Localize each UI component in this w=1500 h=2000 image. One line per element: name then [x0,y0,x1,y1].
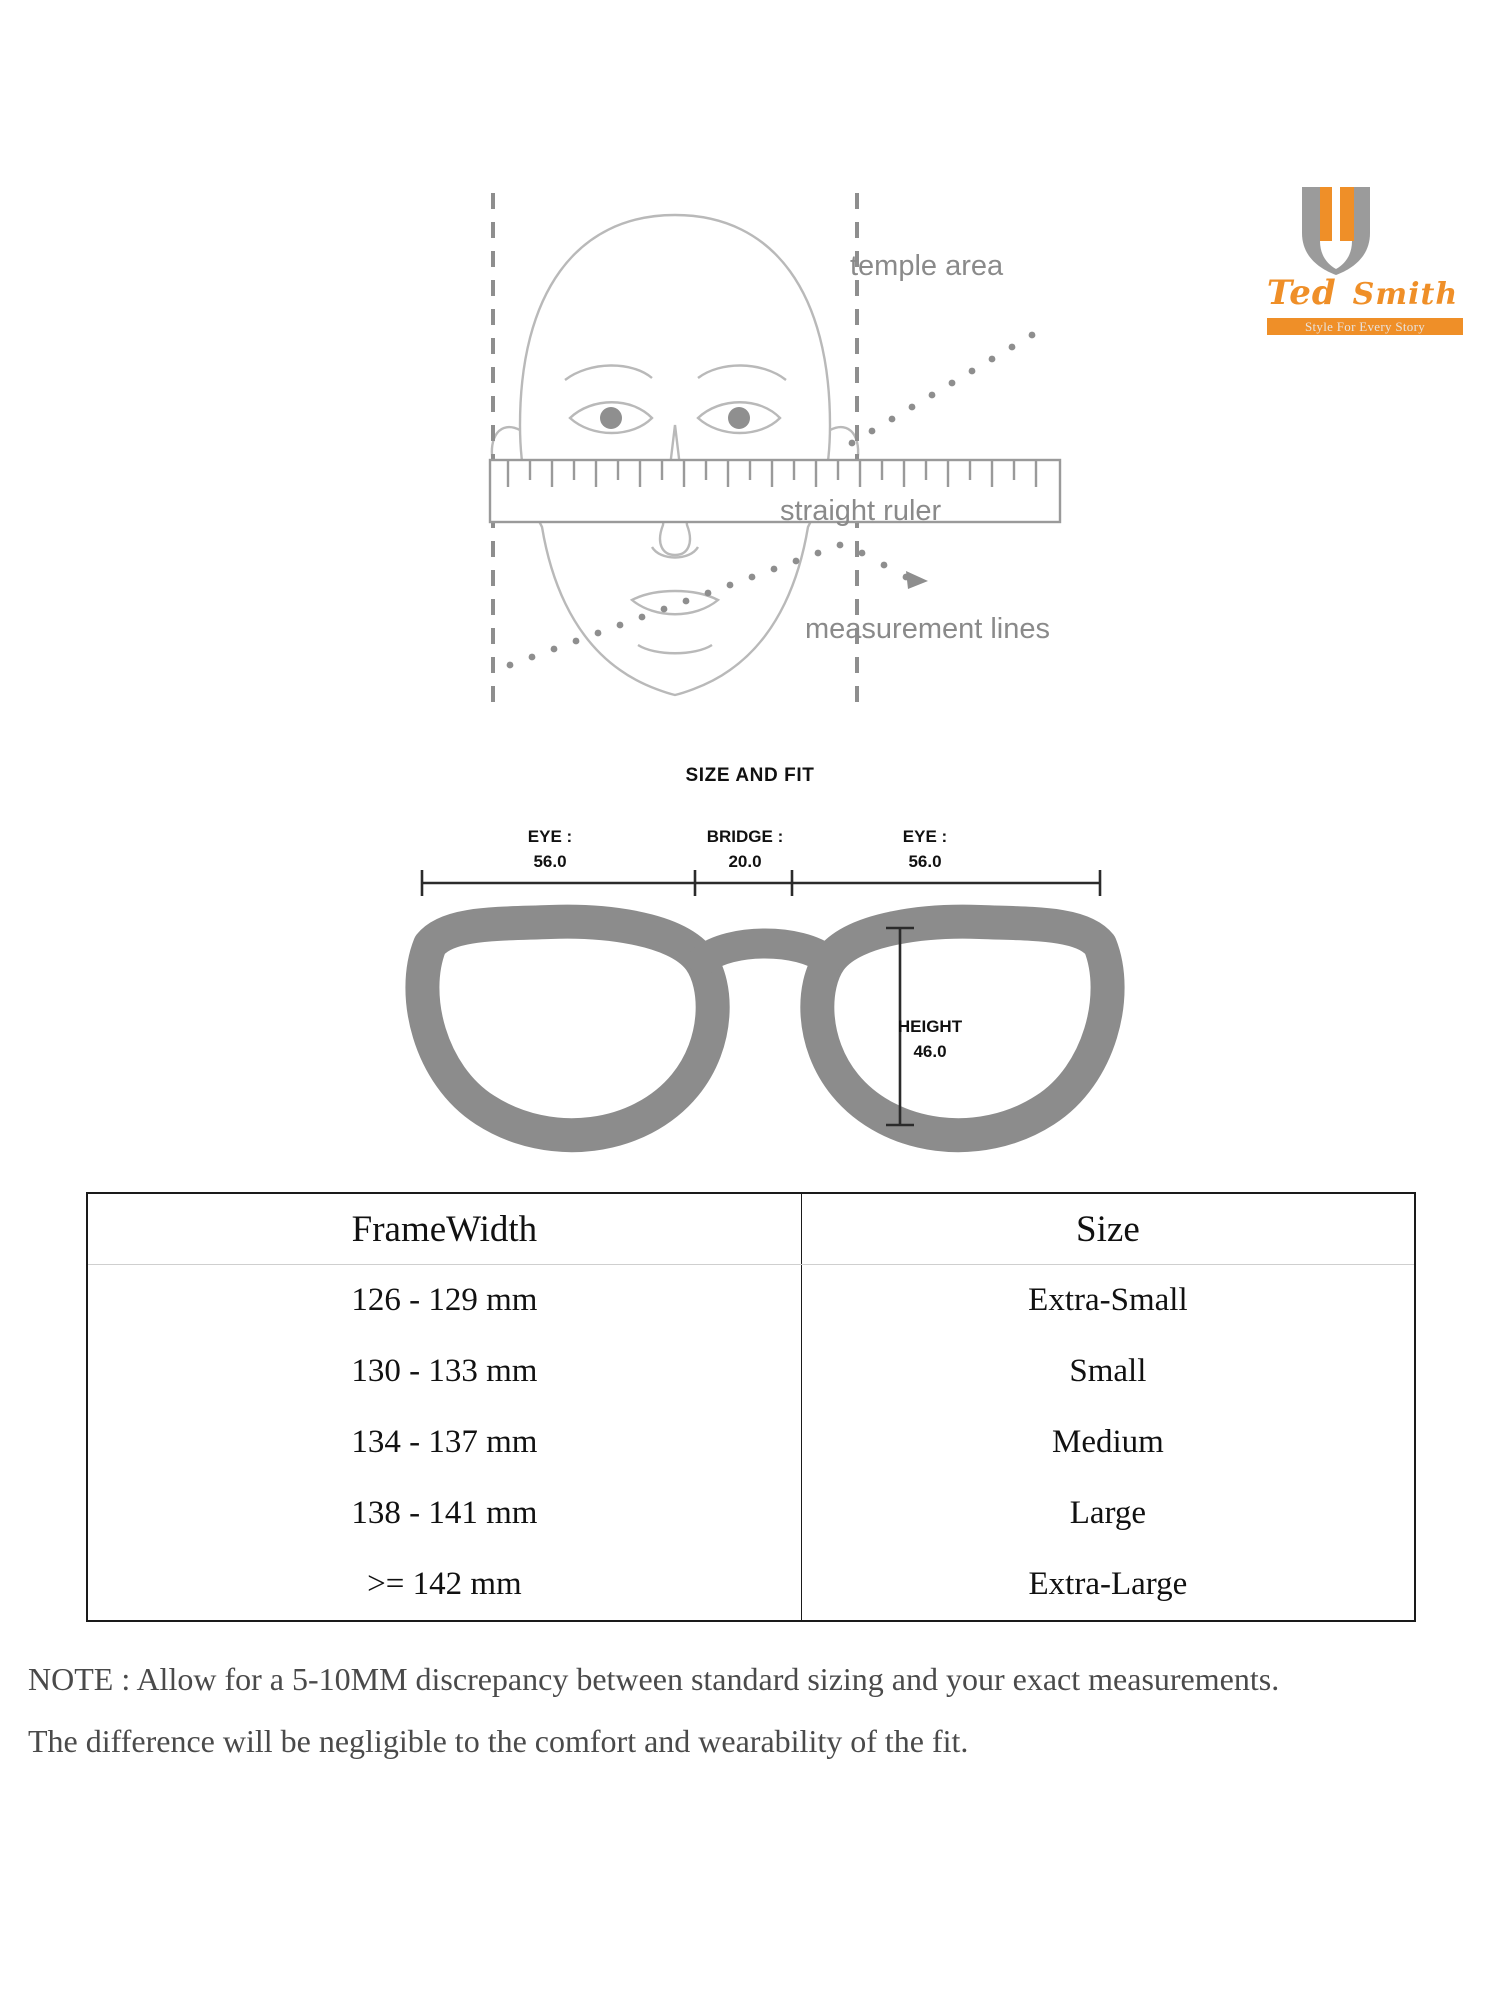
measure-eye-right-value: 56.0 [908,851,942,871]
brand-logo [1245,185,1480,365]
measure-bridge [670,825,820,874]
cell-frame-width: 126 - 129 mm [88,1265,801,1337]
measure-eye-right-label: EYE : [902,827,948,846]
frame-width-size-table [86,1192,1416,1622]
measure-eye-left-label: EYE : [527,827,573,846]
table-row [88,1265,1414,1337]
cell-frame-width: >= 142 mm [88,1549,801,1620]
table-header-row [88,1194,1414,1265]
size-and-fit-heading: SIZE AND FIT [685,765,815,786]
sizing-note [28,1655,1488,1778]
table-header-frame-width: FrameWidth [88,1194,801,1265]
table-header-size: Size [801,1194,1414,1265]
measure-eye-left [490,825,610,874]
measure-height [860,1015,1000,1064]
measure-eye-left-value: 56.0 [533,851,567,871]
cell-size: Small [1069,1353,1147,1389]
table-row [88,1407,1414,1478]
cell-frame-width: 134 - 137 mm [88,1407,801,1478]
cell-frame-width: 138 - 141 mm [88,1478,801,1549]
brand-name-second: Smith [1352,277,1459,312]
callout-measurement-lines: measurement lines [805,613,1050,645]
cell-size: Medium [1051,1423,1164,1460]
cell-size: Extra-Large [1028,1565,1188,1602]
shield-logo-icon [1300,185,1372,277]
head-illustration [380,175,1140,735]
table-row [88,1336,1414,1407]
brand-wordmark [1245,273,1480,313]
cell-size: Large [1069,1494,1147,1531]
callout-temple-area: temple area [850,250,1004,282]
cell-size: Extra-Small [1028,1282,1188,1318]
brand-name-first: Ted [1266,273,1337,313]
measure-bridge-label: BRIDGE : [706,827,784,846]
table-row [88,1478,1414,1549]
cell-frame-width: 130 - 133 mm [88,1336,801,1407]
measure-eye-right [865,825,985,874]
table-row [88,1549,1414,1620]
measure-bridge-value: 20.0 [728,851,762,871]
measure-height-value: 46.0 [913,1041,947,1061]
note-line-2: The difference will be negligible to the comfort and wearability of the fit. [28,1722,969,1759]
note-line-1: NOTE : Allow for a 5-10MM discrepancy between standard sizing and your exact measurements. [28,1661,1280,1697]
measure-height-label: HEIGHT [897,1017,963,1036]
brand-tagline: Style For Every Story [1267,318,1463,335]
callout-straight-ruler: straight ruler [780,495,942,527]
head-measurement-diagram [380,175,1140,735]
